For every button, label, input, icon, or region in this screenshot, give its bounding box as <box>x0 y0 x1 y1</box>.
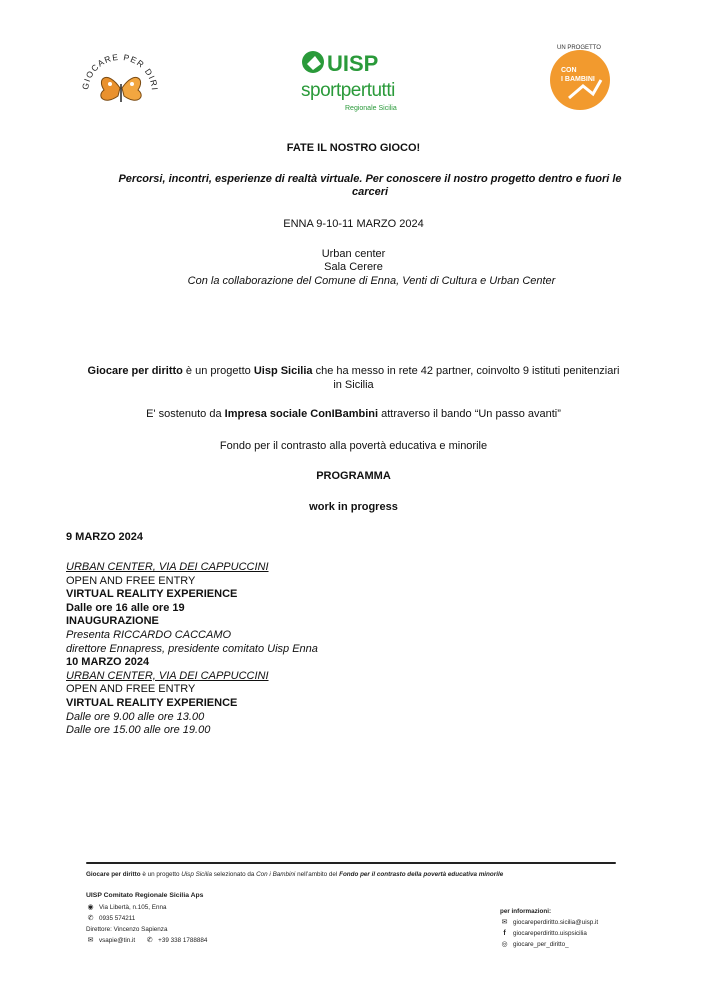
day-1-heading: 9 MARZO 2024 <box>66 531 144 543</box>
info-email[interactable]: giocareperdiritto.sicilia@uisp.it <box>513 919 599 926</box>
footer-fund: Fondo per il contrasto della povertà educativa minorile <box>339 871 504 878</box>
day-1-presenter-role: direttore Ennapress, presidente comitato Uisp Enna <box>66 642 318 655</box>
footer-text: selezionato da <box>212 871 257 878</box>
info-facebook[interactable]: giocareperdiritto.uispsicilia <box>513 930 587 937</box>
intro-text: che ha messo in rete 42 partner, coinvolto 9 istituti penitenziari <box>312 365 620 377</box>
giocare-per-diritto-logo <box>78 48 164 118</box>
info-instagram[interactable]: giocare_per_diritto_ <box>513 941 569 948</box>
facebook-icon: f <box>503 930 506 937</box>
day-2-place: URBAN CENTER, VIA DEI CAPPUCCINI <box>66 669 269 682</box>
intro-text: attraverso il bando “Un passo avanti” <box>378 408 561 420</box>
project-name: Giocare per diritto <box>87 365 183 377</box>
day-2-vr: VIRTUAL REALITY EXPERIENCE <box>66 696 238 709</box>
instagram-icon: ◎ <box>501 941 508 948</box>
day-1-inauguration: INAUGURAZIONE <box>66 615 159 628</box>
svg-text:Regionale Sicilia: Regionale Sicilia <box>345 105 397 112</box>
day-1-place: URBAN CENTER, VIA DEI CAPPUCCINI <box>66 561 269 573</box>
day-1-presenter: Presenta RICCARDO CACCAMO <box>66 628 232 641</box>
footer-divider <box>86 862 616 864</box>
footer-email[interactable]: vsapie@tin.it <box>99 937 136 944</box>
programma-heading: PROGRAMMA <box>316 470 391 482</box>
event-title: FATE IL NOSTRO GIOCO! <box>286 142 421 154</box>
day-2-heading: 10 MARZO 2024 <box>66 656 150 669</box>
day-2-hours-morning: Dalle ore 9.00 alle ore 13.00 <box>66 710 205 723</box>
day-2-entry: OPEN AND FREE ENTRY <box>66 683 196 696</box>
svg-text:sportpertutti: sportpertutti <box>301 80 395 101</box>
svg-text:I BAMBINI: I BAMBINI <box>561 76 595 83</box>
footer-contacts <box>86 892 366 945</box>
mail-icon: ✉ <box>87 937 94 944</box>
footer-mobile: +39 338 1788884 <box>158 937 208 944</box>
subtitle-line-2: carceri <box>351 186 389 198</box>
footer-address: Via Libertà, n.105, Enna <box>99 904 167 911</box>
footer-director: Direttore: Vincenzo Sapienza <box>86 926 168 933</box>
day-2-hours-afternoon: Dalle ore 15.00 alle ore 19.00 <box>66 724 211 737</box>
phone-icon: ✆ <box>87 915 94 922</box>
collaboration-note: Con la collaborazione del Comune di Enna, Venti di Cultura e Urban Center <box>187 275 556 287</box>
intro-line-2: in Sicilia <box>333 379 374 391</box>
footer-uisp: Uisp Sicilia <box>181 871 213 878</box>
con-i-bambini-logo <box>543 40 617 114</box>
subtitle-line-1: Percorsi, incontri, esperienze di realtà virtuale. Per conoscere il nostro progetto dentro e fuori le <box>118 173 622 185</box>
svg-text:GIOCARE PER DIRITTO: GIOCARE PER DIRI <box>79 51 161 92</box>
footer-org: UISP Comitato Regionale Sicilia Aps <box>86 892 204 899</box>
svg-text:UISP: UISP <box>327 51 379 76</box>
venue-line-2: Sala Cerere <box>324 261 383 273</box>
uisp-runner-icon <box>302 51 324 73</box>
intro-text: è un progetto <box>182 365 254 377</box>
uisp-logo <box>293 44 413 120</box>
phone-icon: ✆ <box>146 937 153 944</box>
intro-line-3 <box>0 408 707 421</box>
event-subtitle <box>60 173 680 199</box>
footer-phone: 0935 574211 <box>99 915 136 922</box>
intro-text: E' sostenuto da <box>146 408 225 420</box>
event-dates: ENNA 9-10-11 MARZO 2024 <box>283 218 424 230</box>
day-1-entry: OPEN AND FREE ENTRY <box>66 574 196 587</box>
svg-text:UN PROGETTO: UN PROGETTO <box>557 45 601 51</box>
uisp-sicilia: Uisp Sicilia <box>253 365 313 377</box>
footer-conibambini: Con i Bambini <box>256 871 296 878</box>
footer-statement <box>86 871 626 879</box>
mail-icon: ✉ <box>501 919 508 926</box>
footer-project: Giocare per diritto <box>86 871 141 878</box>
intro-line-4: Fondo per il contrasto alla povertà educativa e minorile <box>219 440 488 452</box>
intro-line-1 <box>0 365 707 378</box>
work-in-progress: work in progress <box>309 501 398 513</box>
venue-line-1: Urban center <box>321 248 386 260</box>
day-1-vr: VIRTUAL REALITY EXPERIENCE <box>66 588 238 601</box>
day-1-hours: Dalle ore 16 alle ore 19 <box>66 601 185 614</box>
svg-text:CON: CON <box>561 67 577 74</box>
footer-text: è un progetto <box>140 871 182 878</box>
info-title: per informazioni: <box>500 908 552 915</box>
program-list <box>66 561 318 738</box>
impresa-sociale: Impresa sociale ConIBambini <box>224 408 379 420</box>
footer-info <box>500 908 640 949</box>
location-pin-icon: ◉ <box>87 904 94 911</box>
footer-text: nell’ambito del <box>295 871 340 878</box>
butterfly-icon <box>101 77 141 102</box>
